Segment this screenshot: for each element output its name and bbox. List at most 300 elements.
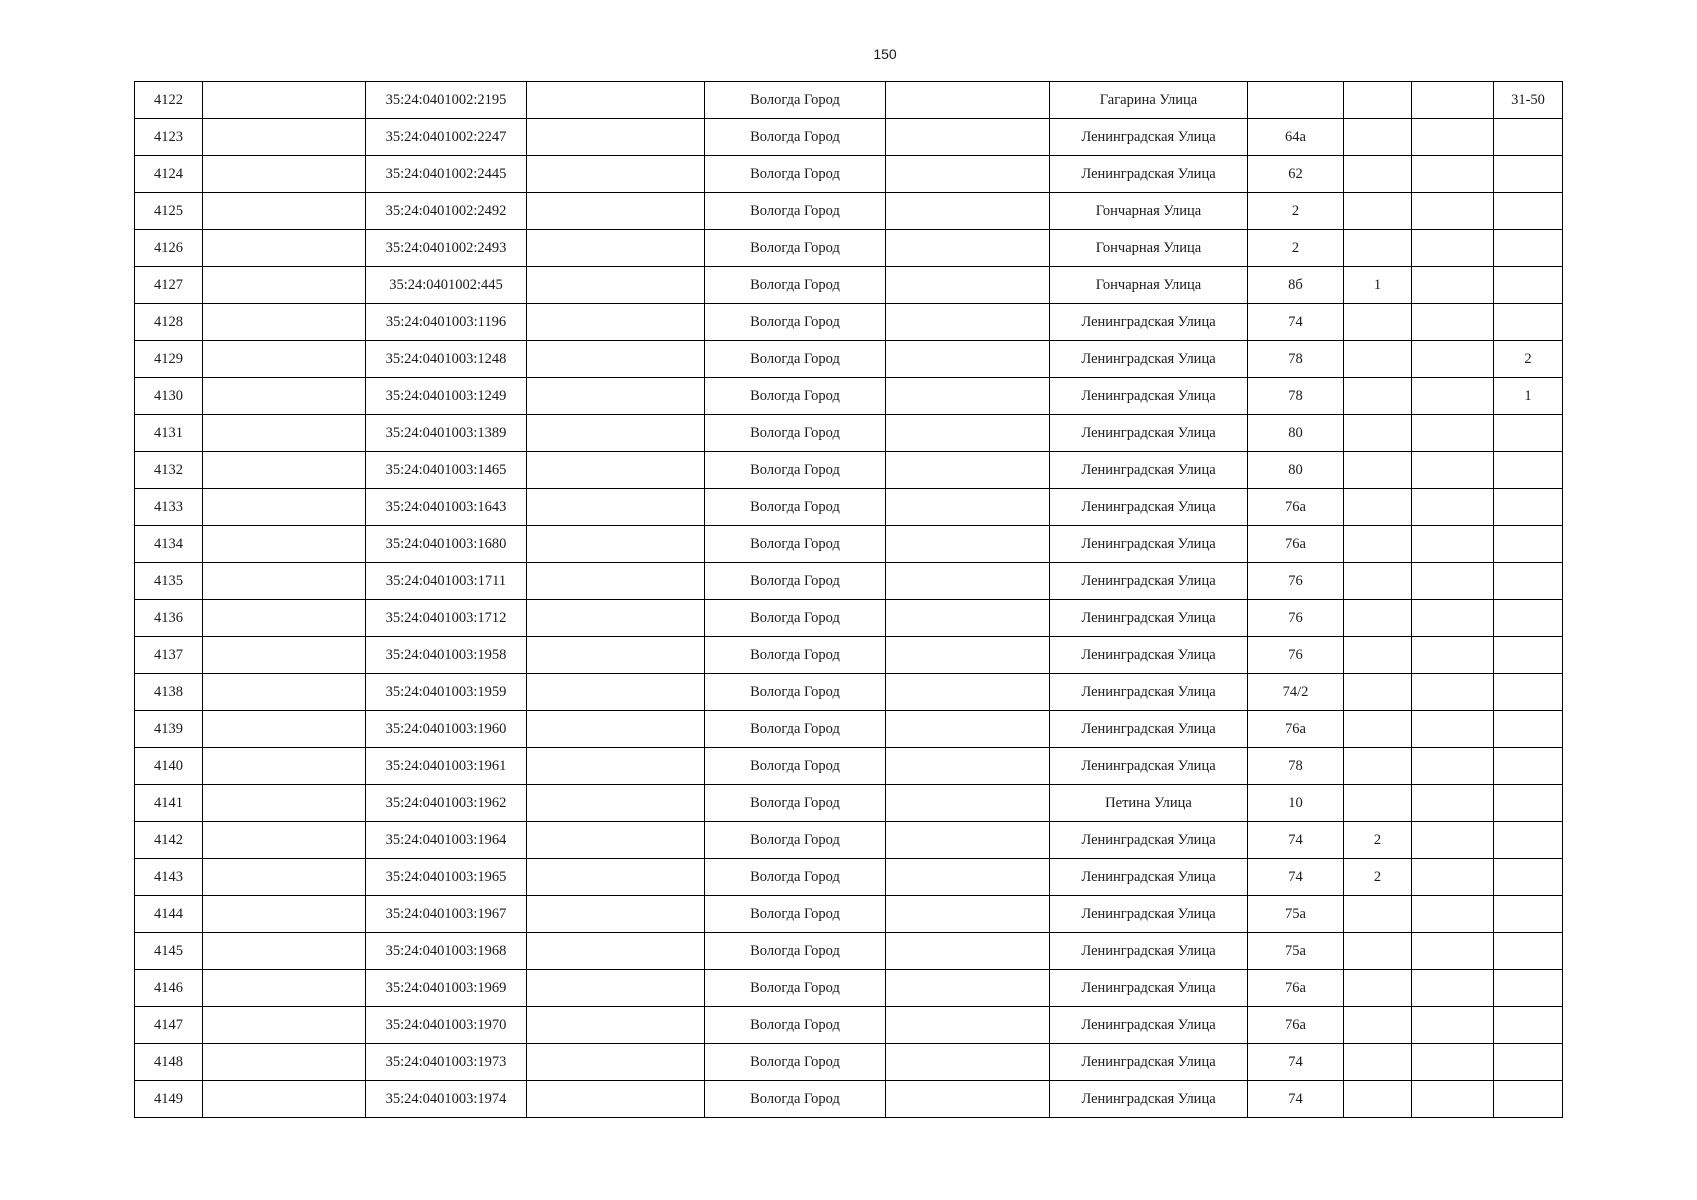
apartment-cell <box>1494 526 1563 563</box>
empty-cell <box>203 526 366 563</box>
empty-cell <box>203 1044 366 1081</box>
empty-cell <box>527 156 705 193</box>
house-number-cell: 78 <box>1248 748 1344 785</box>
street-cell: Ленинградская Улица <box>1050 378 1248 415</box>
empty-cell <box>203 119 366 156</box>
empty-cell <box>886 378 1050 415</box>
empty-cell <box>1412 822 1494 859</box>
street-cell: Гончарная Улица <box>1050 193 1248 230</box>
cadastral-number-cell: 35:24:0401002:445 <box>366 267 527 304</box>
empty-cell <box>203 970 366 1007</box>
city-cell: Вологда Город <box>705 748 886 785</box>
row-number-cell: 4145 <box>135 933 203 970</box>
table-row <box>135 452 1563 489</box>
row-number-cell: 4144 <box>135 896 203 933</box>
house-number-cell: 74 <box>1248 1081 1344 1118</box>
empty-cell <box>527 341 705 378</box>
table-row <box>135 82 1563 119</box>
table-row <box>135 785 1563 822</box>
apartment-cell <box>1494 637 1563 674</box>
building-cell <box>1344 933 1412 970</box>
street-cell: Ленинградская Улица <box>1050 896 1248 933</box>
empty-cell <box>886 748 1050 785</box>
building-cell <box>1344 526 1412 563</box>
house-number-cell: 76а <box>1248 489 1344 526</box>
empty-cell <box>527 489 705 526</box>
apartment-cell: 1 <box>1494 378 1563 415</box>
house-number-cell <box>1248 82 1344 119</box>
empty-cell <box>886 637 1050 674</box>
apartment-cell <box>1494 193 1563 230</box>
empty-cell <box>203 637 366 674</box>
empty-cell <box>203 415 366 452</box>
street-cell: Гагарина Улица <box>1050 82 1248 119</box>
empty-cell <box>527 674 705 711</box>
empty-cell <box>1412 674 1494 711</box>
building-cell <box>1344 563 1412 600</box>
row-number-cell: 4135 <box>135 563 203 600</box>
apartment-cell <box>1494 674 1563 711</box>
empty-cell <box>527 933 705 970</box>
city-cell: Вологда Город <box>705 1007 886 1044</box>
city-cell: Вологда Город <box>705 378 886 415</box>
street-cell: Ленинградская Улица <box>1050 1007 1248 1044</box>
row-number-cell: 4124 <box>135 156 203 193</box>
cadastral-number-cell: 35:24:0401003:1389 <box>366 415 527 452</box>
street-cell: Ленинградская Улица <box>1050 637 1248 674</box>
empty-cell <box>886 119 1050 156</box>
empty-cell <box>1412 267 1494 304</box>
apartment-cell <box>1494 748 1563 785</box>
row-number-cell: 4142 <box>135 822 203 859</box>
row-number-cell: 4134 <box>135 526 203 563</box>
cadastral-number-cell: 35:24:0401003:1196 <box>366 304 527 341</box>
empty-cell <box>886 489 1050 526</box>
city-cell: Вологда Город <box>705 970 886 1007</box>
empty-cell <box>886 415 1050 452</box>
row-number-cell: 4138 <box>135 674 203 711</box>
empty-cell <box>886 711 1050 748</box>
row-number-cell: 4126 <box>135 230 203 267</box>
building-cell <box>1344 674 1412 711</box>
empty-cell <box>527 896 705 933</box>
empty-cell <box>527 119 705 156</box>
empty-cell <box>527 193 705 230</box>
building-cell <box>1344 304 1412 341</box>
empty-cell <box>203 341 366 378</box>
street-cell: Гончарная Улица <box>1050 230 1248 267</box>
table-row <box>135 1007 1563 1044</box>
empty-cell <box>1412 711 1494 748</box>
city-cell: Вологда Город <box>705 267 886 304</box>
city-cell: Вологда Город <box>705 415 886 452</box>
apartment-cell <box>1494 600 1563 637</box>
empty-cell <box>886 267 1050 304</box>
cadastral-number-cell: 35:24:0401003:1962 <box>366 785 527 822</box>
house-number-cell: 10 <box>1248 785 1344 822</box>
empty-cell <box>886 563 1050 600</box>
row-number-cell: 4125 <box>135 193 203 230</box>
city-cell: Вологда Город <box>705 637 886 674</box>
table-body <box>135 82 1563 1118</box>
building-cell: 2 <box>1344 859 1412 896</box>
empty-cell <box>527 378 705 415</box>
empty-cell <box>203 378 366 415</box>
empty-cell <box>1412 1044 1494 1081</box>
street-cell: Ленинградская Улица <box>1050 156 1248 193</box>
building-cell <box>1344 711 1412 748</box>
apartment-cell <box>1494 267 1563 304</box>
city-cell: Вологда Город <box>705 711 886 748</box>
house-number-cell: 76а <box>1248 526 1344 563</box>
street-cell: Ленинградская Улица <box>1050 970 1248 1007</box>
cadastral-number-cell: 35:24:0401003:1680 <box>366 526 527 563</box>
empty-cell <box>886 674 1050 711</box>
cadastral-number-cell: 35:24:0401003:1465 <box>366 452 527 489</box>
empty-cell <box>527 748 705 785</box>
empty-cell <box>1412 341 1494 378</box>
table-row <box>135 822 1563 859</box>
empty-cell <box>527 415 705 452</box>
apartment-cell <box>1494 711 1563 748</box>
empty-cell <box>886 526 1050 563</box>
empty-cell <box>886 1044 1050 1081</box>
row-number-cell: 4149 <box>135 1081 203 1118</box>
cadastral-number-cell: 35:24:0401002:2493 <box>366 230 527 267</box>
empty-cell <box>886 82 1050 119</box>
table-row <box>135 230 1563 267</box>
apartment-cell <box>1494 1007 1563 1044</box>
empty-cell <box>1412 230 1494 267</box>
empty-cell <box>527 304 705 341</box>
empty-cell <box>203 896 366 933</box>
street-cell: Ленинградская Улица <box>1050 1081 1248 1118</box>
empty-cell <box>203 785 366 822</box>
cadastral-number-cell: 35:24:0401003:1967 <box>366 896 527 933</box>
empty-cell <box>203 452 366 489</box>
cadastral-number-cell: 35:24:0401003:1712 <box>366 600 527 637</box>
empty-cell <box>527 637 705 674</box>
empty-cell <box>203 711 366 748</box>
table-row <box>135 859 1563 896</box>
house-number-cell: 74 <box>1248 1044 1344 1081</box>
house-number-cell: 78 <box>1248 341 1344 378</box>
street-cell: Ленинградская Улица <box>1050 489 1248 526</box>
empty-cell <box>1412 637 1494 674</box>
empty-cell <box>527 267 705 304</box>
empty-cell <box>1412 156 1494 193</box>
empty-cell <box>886 822 1050 859</box>
empty-cell <box>1412 526 1494 563</box>
street-cell: Ленинградская Улица <box>1050 304 1248 341</box>
house-number-cell: 64а <box>1248 119 1344 156</box>
building-cell <box>1344 785 1412 822</box>
row-number-cell: 4141 <box>135 785 203 822</box>
empty-cell <box>203 600 366 637</box>
house-number-cell: 76 <box>1248 563 1344 600</box>
cadastral-number-cell: 35:24:0401003:1643 <box>366 489 527 526</box>
building-cell <box>1344 970 1412 1007</box>
empty-cell <box>203 156 366 193</box>
table-row <box>135 415 1563 452</box>
building-cell <box>1344 415 1412 452</box>
table-row <box>135 674 1563 711</box>
building-cell <box>1344 378 1412 415</box>
table-row <box>135 896 1563 933</box>
house-number-cell: 2 <box>1248 230 1344 267</box>
street-cell: Ленинградская Улица <box>1050 1044 1248 1081</box>
table-row <box>135 119 1563 156</box>
table-row <box>135 970 1563 1007</box>
row-number-cell: 4140 <box>135 748 203 785</box>
empty-cell <box>886 859 1050 896</box>
street-cell: Ленинградская Улица <box>1050 452 1248 489</box>
empty-cell <box>527 822 705 859</box>
table-row <box>135 156 1563 193</box>
house-number-cell: 76а <box>1248 970 1344 1007</box>
street-cell: Ленинградская Улица <box>1050 933 1248 970</box>
row-number-cell: 4147 <box>135 1007 203 1044</box>
empty-cell <box>886 193 1050 230</box>
empty-cell <box>203 82 366 119</box>
street-cell: Ленинградская Улица <box>1050 600 1248 637</box>
empty-cell <box>886 1007 1050 1044</box>
house-number-cell: 80 <box>1248 452 1344 489</box>
cadastral-number-cell: 35:24:0401003:1970 <box>366 1007 527 1044</box>
house-number-cell: 76 <box>1248 600 1344 637</box>
row-number-cell: 4123 <box>135 119 203 156</box>
apartment-cell <box>1494 452 1563 489</box>
building-cell: 1 <box>1344 267 1412 304</box>
table-row <box>135 563 1563 600</box>
cadastral-number-cell: 35:24:0401003:1248 <box>366 341 527 378</box>
empty-cell <box>527 82 705 119</box>
empty-cell <box>886 785 1050 822</box>
city-cell: Вологда Город <box>705 452 886 489</box>
empty-cell <box>203 822 366 859</box>
empty-cell <box>203 748 366 785</box>
house-number-cell: 74 <box>1248 859 1344 896</box>
house-number-cell: 74/2 <box>1248 674 1344 711</box>
row-number-cell: 4130 <box>135 378 203 415</box>
empty-cell <box>1412 896 1494 933</box>
cadastral-number-cell: 35:24:0401003:1249 <box>366 378 527 415</box>
apartment-cell <box>1494 785 1563 822</box>
cadastral-number-cell: 35:24:0401002:2195 <box>366 82 527 119</box>
cadastral-number-cell: 35:24:0401003:1961 <box>366 748 527 785</box>
house-number-cell: 74 <box>1248 822 1344 859</box>
building-cell <box>1344 1044 1412 1081</box>
cadastral-number-cell: 35:24:0401003:1711 <box>366 563 527 600</box>
house-number-cell: 75а <box>1248 896 1344 933</box>
building-cell: 2 <box>1344 822 1412 859</box>
house-number-cell: 76 <box>1248 637 1344 674</box>
apartment-cell <box>1494 933 1563 970</box>
house-number-cell: 75а <box>1248 933 1344 970</box>
empty-cell <box>527 600 705 637</box>
apartment-cell <box>1494 1081 1563 1118</box>
table-row <box>135 267 1563 304</box>
cadastral-number-cell: 35:24:0401003:1968 <box>366 933 527 970</box>
street-cell: Ленинградская Улица <box>1050 563 1248 600</box>
building-cell <box>1344 156 1412 193</box>
house-number-cell: 74 <box>1248 304 1344 341</box>
city-cell: Вологда Город <box>705 82 886 119</box>
table-row <box>135 637 1563 674</box>
apartment-cell <box>1494 489 1563 526</box>
street-cell: Ленинградская Улица <box>1050 822 1248 859</box>
empty-cell <box>203 267 366 304</box>
empty-cell <box>1412 785 1494 822</box>
empty-cell <box>1412 600 1494 637</box>
row-number-cell: 4148 <box>135 1044 203 1081</box>
city-cell: Вологда Город <box>705 304 886 341</box>
building-cell <box>1344 1081 1412 1118</box>
house-number-cell: 8б <box>1248 267 1344 304</box>
empty-cell <box>886 896 1050 933</box>
street-cell: Ленинградская Улица <box>1050 711 1248 748</box>
row-number-cell: 4129 <box>135 341 203 378</box>
row-number-cell: 4136 <box>135 600 203 637</box>
table-row <box>135 341 1563 378</box>
apartment-cell: 31-50 <box>1494 82 1563 119</box>
building-cell <box>1344 193 1412 230</box>
street-cell: Ленинградская Улица <box>1050 674 1248 711</box>
empty-cell <box>1412 1007 1494 1044</box>
apartment-cell <box>1494 563 1563 600</box>
empty-cell <box>527 452 705 489</box>
city-cell: Вологда Город <box>705 193 886 230</box>
empty-cell <box>203 1007 366 1044</box>
table-row <box>135 378 1563 415</box>
empty-cell <box>527 1007 705 1044</box>
row-number-cell: 4132 <box>135 452 203 489</box>
cadastral-number-cell: 35:24:0401003:1969 <box>366 970 527 1007</box>
building-cell <box>1344 452 1412 489</box>
row-number-cell: 4127 <box>135 267 203 304</box>
street-cell: Ленинградская Улица <box>1050 119 1248 156</box>
house-number-cell: 76а <box>1248 1007 1344 1044</box>
street-cell: Ленинградская Улица <box>1050 748 1248 785</box>
empty-cell <box>527 1081 705 1118</box>
building-cell <box>1344 82 1412 119</box>
table-row <box>135 1081 1563 1118</box>
row-number-cell: 4146 <box>135 970 203 1007</box>
empty-cell <box>886 230 1050 267</box>
house-number-cell: 78 <box>1248 378 1344 415</box>
row-number-cell: 4143 <box>135 859 203 896</box>
row-number-cell: 4122 <box>135 82 203 119</box>
table-row <box>135 711 1563 748</box>
empty-cell <box>1412 82 1494 119</box>
empty-cell <box>1412 933 1494 970</box>
street-cell: Ленинградская Улица <box>1050 341 1248 378</box>
house-number-cell: 76а <box>1248 711 1344 748</box>
building-cell <box>1344 230 1412 267</box>
cadastral-number-cell: 35:24:0401002:2247 <box>366 119 527 156</box>
row-number-cell: 4128 <box>135 304 203 341</box>
city-cell: Вологда Город <box>705 933 886 970</box>
empty-cell <box>527 526 705 563</box>
city-cell: Вологда Город <box>705 230 886 267</box>
building-cell <box>1344 1007 1412 1044</box>
empty-cell <box>527 563 705 600</box>
empty-cell <box>527 1044 705 1081</box>
city-cell: Вологда Город <box>705 119 886 156</box>
city-cell: Вологда Город <box>705 1081 886 1118</box>
apartment-cell <box>1494 970 1563 1007</box>
city-cell: Вологда Город <box>705 1044 886 1081</box>
cadastral-number-cell: 35:24:0401003:1965 <box>366 859 527 896</box>
empty-cell <box>1412 489 1494 526</box>
empty-cell <box>527 785 705 822</box>
city-cell: Вологда Город <box>705 785 886 822</box>
table-row <box>135 193 1563 230</box>
apartment-cell <box>1494 304 1563 341</box>
city-cell: Вологда Город <box>705 156 886 193</box>
cadastral-number-cell: 35:24:0401002:2445 <box>366 156 527 193</box>
empty-cell <box>527 711 705 748</box>
city-cell: Вологда Город <box>705 563 886 600</box>
table-row <box>135 1044 1563 1081</box>
street-cell: Ленинградская Улица <box>1050 415 1248 452</box>
apartment-cell <box>1494 156 1563 193</box>
table-row <box>135 748 1563 785</box>
apartment-cell <box>1494 822 1563 859</box>
empty-cell <box>1412 304 1494 341</box>
city-cell: Вологда Город <box>705 600 886 637</box>
city-cell: Вологда Город <box>705 822 886 859</box>
building-cell <box>1344 119 1412 156</box>
empty-cell <box>527 970 705 1007</box>
apartment-cell <box>1494 859 1563 896</box>
table-row <box>135 489 1563 526</box>
street-cell: Гончарная Улица <box>1050 267 1248 304</box>
city-cell: Вологда Город <box>705 489 886 526</box>
registry-table <box>134 81 1563 1118</box>
empty-cell <box>1412 748 1494 785</box>
apartment-cell <box>1494 415 1563 452</box>
building-cell <box>1344 748 1412 785</box>
apartment-cell <box>1494 1044 1563 1081</box>
empty-cell <box>1412 970 1494 1007</box>
building-cell <box>1344 637 1412 674</box>
empty-cell <box>203 1081 366 1118</box>
city-cell: Вологда Город <box>705 896 886 933</box>
building-cell <box>1344 489 1412 526</box>
house-number-cell: 80 <box>1248 415 1344 452</box>
apartment-cell <box>1494 896 1563 933</box>
building-cell <box>1344 896 1412 933</box>
building-cell <box>1344 600 1412 637</box>
empty-cell <box>1412 563 1494 600</box>
table-row <box>135 600 1563 637</box>
cadastral-number-cell: 35:24:0401003:1974 <box>366 1081 527 1118</box>
street-cell: Ленинградская Улица <box>1050 859 1248 896</box>
house-number-cell: 62 <box>1248 156 1344 193</box>
empty-cell <box>886 600 1050 637</box>
empty-cell <box>1412 378 1494 415</box>
empty-cell <box>1412 452 1494 489</box>
row-number-cell: 4131 <box>135 415 203 452</box>
empty-cell <box>1412 859 1494 896</box>
row-number-cell: 4133 <box>135 489 203 526</box>
table-row <box>135 526 1563 563</box>
empty-cell <box>1412 1081 1494 1118</box>
building-cell <box>1344 341 1412 378</box>
cadastral-number-cell: 35:24:0401002:2492 <box>366 193 527 230</box>
table-row <box>135 933 1563 970</box>
